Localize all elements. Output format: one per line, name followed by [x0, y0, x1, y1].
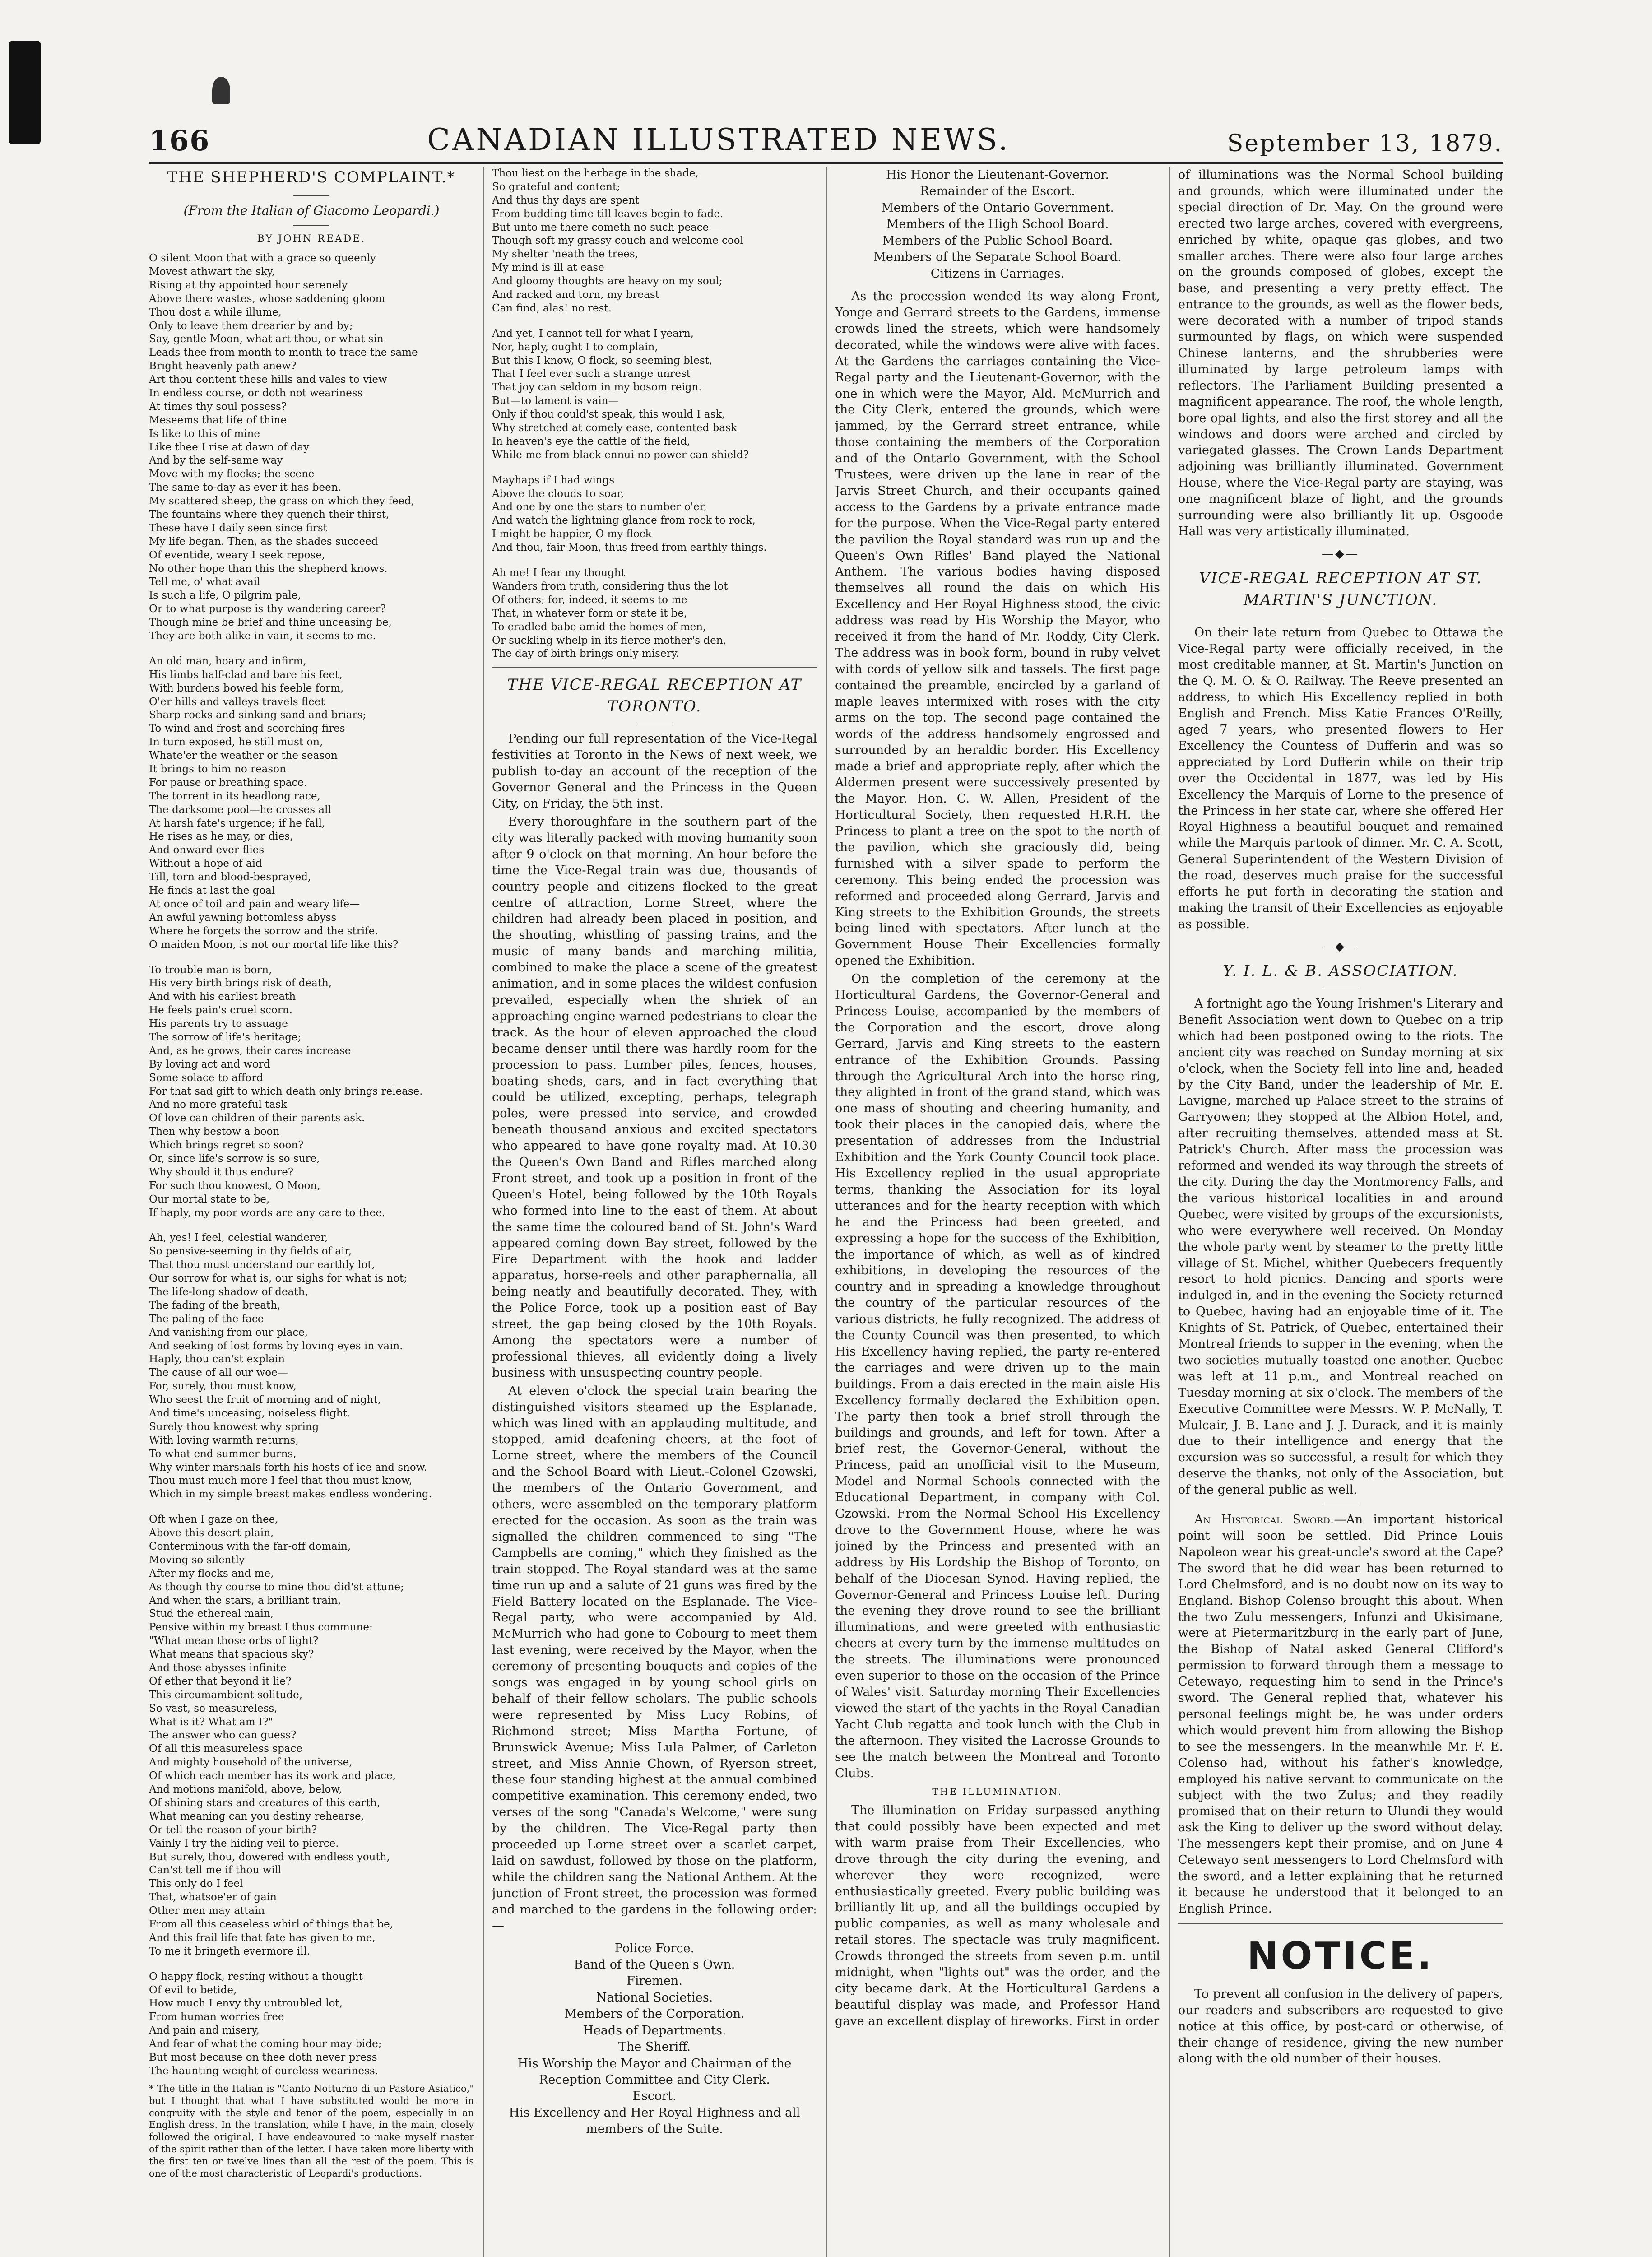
- text-line: Heads of Departments.: [583, 2023, 726, 2038]
- text-line: The day of birth brings only misery.: [492, 648, 679, 660]
- text-line: Above there wastes, whose saddening gloom: [149, 293, 385, 305]
- text-line: Band of the Queen's Own.: [574, 1957, 735, 1972]
- poem-title: THE SHEPHERD'S COMPLAINT.*: [167, 168, 456, 186]
- text-line: National Societies.: [596, 1990, 713, 2005]
- article-paragraph: On the completion of the ceremony at the Horticultural Gardens, the Governor-General and Princess Louise, accompanied by the members of the Corporation and the escort, drove along Gerrard, Jarvis and King streets to the eastern entrance of the Exhibition Grounds. Passing through the Agricultural Arch into the horse ring, they alighted in front of the grand stand, which was one mass of shouting and cheering humanity, and took their places in the canopied dais, where the presentation of addresses from the Industrial Exhibition and the York County Council took place. His Excellency replied in the usual appropriate terms, thanking the Association for its loyal utterances and for the hearty reception with which he and the Princess had been greeted, and expressing a hope for the success of the Exhibition, the importance of which, as well as of kindred exhibitions, in developing the resources of the country and in spreading a knowledge throughout the country of the particular resources of the various districts, he fully recognized. The address of the County Council was then presented, to which His Excellency having replied, the party re-entered the carriages and were driven up to the main buildings. From a dais erected in the main aisle His Excellency formally declared the Exhibition open. The party then took a brief stroll through the buildings and grounds, and left for town. After a brief rest, the Governor-General, without the Princess, paid an unofficial visit to the Museum, Model and Normal Schools connected with the Educational Department, in company with Col. Gzowski. From the Normal School His Excellency drove to the Government House, where he was joined by the Princess and presented with an address by His Lordship the Bishop of Toronto, on behalf of the Diocesan Synod. Having replied, the Governor-General and Princess Louise left. During the evening they drove round to see the brilliant illuminations, and were greeted with enthusiastic cheers at every turn by the immense multitudes on the streets. The illuminations were pronounced even superior to those on the occasion of the Prince of Wales' visit. Saturday morning Their Excellencies viewed the start of the yachts in the Royal Canadian Yacht Club regatta and took lunch with the Club in the afternoon. They visited the Lacrosse Grounds to see the match between the Montreal and Toronto Clubs.: [835, 972, 1160, 1780]
- notice-text: To prevent all confusion in the delivery of papers, our readers and subscribers are requested to give notice at this office, by post-card or otherwise, of their change of residence, giving the new number along with the old number of their houses.: [1178, 1987, 1503, 2066]
- text-line: And mighty household of the universe,: [149, 1756, 353, 1769]
- text-line: What meaning can you destiny rehearse,: [149, 1810, 364, 1822]
- article-paragraph: Every thoroughfare in the southern part of the city was literally packed with moving humanity soon after 9 o'clock on that morning. An hour before the time the Vice-Regal train was due, thousands of country people and citizens flocked to the great centre of attraction, Lorne Street, where the children had already been placed in position, and the shouting, whistling of passing trains, and the music of many bands and marching militia, combined to make the place a scene of the greatest animation, and in some places the wildest confusion prevailed, especially when the shriek of an approaching engine warned pedestrians to clear the track. As the hour of eleven approached the cloud became denser until there was hardly room for the procession to pass. Lumber piles, fences, houses, boating sheds, cars, and in fact everything that could be utilized, excepting, perhaps, telegraph poles, were pressed into service, and crowded beneath thousand anxious and excited spectators who appeared to have gone royalty mad. At 10.30 the Queen's Own Band and Rifles marched along Front street, and took up a position in front of the Queen's Hotel, being followed by the 10th Royals who formed into line to the east of them. At about the same time the coloured band of St. John's Ward appeared coming down Bay street, followed by the Fire Department with the hook and ladder apparatus, horse-reels and other paraphernalia, all being neatly and beautifully decorated. They, with the Police Force, took up a position east of Bay street, the gap being closed by the 10th Royals. Among the spectators were a number of professional thieves, all evidently doing a lively business with unsuspecting country people.: [492, 815, 817, 1380]
- text-line: Mayhaps if I had wings: [492, 474, 615, 486]
- text-line: Some solace to afford: [149, 1072, 263, 1084]
- text-line: The cause of all our woe—: [149, 1367, 288, 1379]
- text-line: I might be happier, O my flock: [492, 528, 652, 540]
- text-line: And by the self-same way: [149, 455, 283, 467]
- text-line: He rises as he may, or dies,: [149, 831, 293, 843]
- column-rule: [1169, 167, 1170, 2257]
- column-rule: [483, 167, 484, 2257]
- text-line: Only if thou could'st speak, this would I ask,: [492, 409, 725, 421]
- text-line: Remainder of the Escort.: [920, 184, 1075, 199]
- text-line: In endless course, or doth not weariness: [149, 387, 363, 399]
- text-line: Other men may attain: [149, 1905, 265, 1917]
- text-line: At harsh fate's urgence; if he fall,: [149, 817, 325, 829]
- column-rule: [826, 167, 827, 2257]
- text-line: As though thy course to mine thou did'st attune;: [149, 1581, 404, 1593]
- text-line: These have I daily seen since first: [149, 522, 328, 534]
- text-line: And fear of what the coming hour may bide;: [149, 2038, 382, 2050]
- text-line: Thou liest on the herbage in the shade,: [492, 167, 699, 179]
- text-line: An awful yawning bottomless abyss: [149, 911, 337, 924]
- text-line: Members of the Separate School Board.: [873, 250, 1122, 265]
- text-line: Conterminous with the far-off domain,: [149, 1541, 351, 1553]
- text-line: And seeking of lost forms by loving eyes in vain.: [149, 1340, 403, 1352]
- text-line: Of all this measureless space: [149, 1743, 302, 1755]
- text-line: Haply, thou can'st explain: [149, 1353, 285, 1365]
- text-line: To cradled babe amid the homes of men,: [492, 621, 706, 633]
- text-line: Of eventide, weary I seek repose,: [149, 549, 325, 561]
- text-line: Why winter marshals forth his hosts of ice and snow.: [149, 1461, 427, 1473]
- text-line: He feels pain's cruel scorn.: [149, 1004, 292, 1017]
- text-line: And yet, I cannot tell for what I yearn,: [492, 327, 694, 339]
- text-line: Or suckling whelp in its fierce mother's den,: [492, 634, 726, 646]
- page-number: 166: [149, 124, 210, 157]
- column-1: [149, 167, 474, 2257]
- text-line: And, as he grows, their cares increase: [149, 1045, 351, 1057]
- column-4: [1178, 167, 1503, 2257]
- text-line: But this I know, O flock, so seeming blest,: [492, 354, 713, 367]
- notice-title: NOTICE.: [1247, 1934, 1434, 1978]
- text-line: And motions manifold, above, below,: [149, 1783, 342, 1796]
- procession-list: [492, 1941, 817, 2138]
- text-line: And racked and torn, my breast: [492, 289, 659, 301]
- text-line: While me from black ennui no power can shield?: [492, 449, 749, 461]
- text-line: Above this desert plain,: [149, 1527, 274, 1539]
- text-line: Move with my flocks; the scene: [149, 468, 315, 480]
- columns: [149, 167, 1503, 2257]
- poem-stanza: [149, 1513, 474, 1958]
- article-body: [835, 288, 1160, 1781]
- text-line: And pain and misery,: [149, 2025, 260, 2037]
- text-line: My mind is ill at ease: [492, 262, 604, 274]
- article-paragraph: At eleven o'clock the special train bearing the distinguished visitors steamed up the Esplanade, which was lined with an applauding multitude, and stopped, amid deafening cheers, at the foot of Lorne street, where the members of the Council and the School Board with Lieut.-Colonel Gzowski, the members of the Ontario Government, and others, were assembled on the temporary platform erected for the occasion. As soon as the train was signalled the children commenced to sing "The Campbells are coming," which they finished as the train stopped. The Royal standard was at the same time run up and a salute of 21 guns was fired by the Field Battery located on the Esplanade. The Vice-Regal party, who were accompanied by Ald. McMurrich who had gone to Cobourg to meet them last evening, were received by the Mayor, when the ceremony of presenting bouquets and copies of the songs was engaged in by young school girls on behalf of their fellow scholars. The public schools were represented by Miss Lucy Robins, of Richmond street; Miss Martha Fortune, of Brunswick Avenue; Miss Lula Palmer, of Carleton street, and Miss Annie Chown, of Ryerson street, these four standing highest at the annual combined competitive examination. This ceremony ended, two verses of the song "Canada's Welcome," were sung by the children. The Vice-Regal party then proceeded up Lorne street over a scarlet carpet, laid on sawdust, followed by those on the platform, while the children sang the National Anthem. At the junction of Front street, the procession was formed and marched to the gardens in the following order:—: [492, 1384, 817, 1933]
- poem-stanza: [149, 1231, 474, 1501]
- text-line: Movest athwart the sky,: [149, 265, 275, 278]
- text-line: No other hope than this the shepherd knows.: [149, 562, 388, 575]
- text-line: That, in whatever form or state it be,: [492, 607, 687, 619]
- text-line: But surely, thou, dowered with endless youth,: [149, 1851, 390, 1863]
- text-line: Ah, yes! I feel, celestial wanderer,: [149, 1232, 328, 1244]
- poem-stanza: [149, 964, 474, 1220]
- text-line: Members of the Ontario Government.: [881, 200, 1114, 215]
- text-line: And thou, fair Moon, thus freed from earthly things.: [492, 542, 767, 554]
- text-line: Who seest the fruit of morning and of night,: [149, 1394, 381, 1406]
- text-line: He finds at last the goal: [149, 885, 275, 897]
- text-line: His limbs half-clad and bare his feet,: [149, 669, 343, 681]
- text-line: Thou must much more I feel that thou must know,: [149, 1475, 413, 1487]
- text-line: Our mortal state to be,: [149, 1193, 270, 1205]
- text-line: What means that spacious sky?: [149, 1649, 314, 1661]
- text-line: The life-long shadow of death,: [149, 1286, 308, 1298]
- text-line: This only do I feel: [149, 1878, 243, 1890]
- text-line: Whate'er the weather or the season: [149, 750, 338, 762]
- text-line: Is like to this of mine: [149, 427, 260, 440]
- text-line: With burdens bowed his feeble form,: [149, 682, 344, 694]
- text-line: Then why bestow a boon: [149, 1126, 280, 1138]
- text-line: Till, torn and blood-besprayed,: [149, 871, 311, 883]
- text-line: Of ether that beyond it lie?: [149, 1675, 292, 1687]
- ornament-divider: —◆—: [1322, 547, 1360, 561]
- text-line: Pensive within my breast I thus commune:: [149, 1621, 373, 1634]
- text-line: Moving so silently: [149, 1554, 245, 1566]
- text-line: Art thou content these hills and vales to view: [149, 374, 387, 386]
- text-line: His Worship the Mayor and Chairman of the: [517, 2056, 792, 2071]
- text-line: Sharp rocks and sinking sand and briars;: [149, 709, 367, 721]
- text-line: His Honor the Lieutenant-Governor.: [886, 168, 1109, 182]
- text-line: If haply, my poor words are any care to thee.: [149, 1207, 385, 1219]
- text-line: Vainly I try the hiding veil to pierce.: [149, 1837, 339, 1849]
- newspaper-title: CANADIAN ILLUSTRATED NEWS.: [427, 122, 1010, 157]
- issue-date: September 13, 1879.: [1227, 130, 1503, 157]
- text-line: Of which each member has its work and place,: [149, 1770, 396, 1782]
- text-line: And when the stars, a brilliant train,: [149, 1594, 341, 1607]
- article-paragraph: Pending our full representation of the Vice-Regal festivities at Toronto in the News of next week, we publish to-day an account of the reception of the Governor General and the Princess in the Queen City, on Friday, the 5th inst.: [492, 732, 817, 811]
- text-line: Wanders from truth, considering thus the lot: [492, 580, 728, 592]
- text-line: For such thou knowest, O Moon,: [149, 1180, 320, 1192]
- text-line: With loving warmth returns,: [149, 1434, 299, 1446]
- poem-stanza: [492, 167, 817, 316]
- text-line: The paling of the face: [149, 1313, 264, 1325]
- text-line: Of love can children of their parents ask.: [149, 1112, 365, 1124]
- article-title: VICE-REGAL RECEPTION AT ST. MARTIN'S JUNCTION.: [1199, 569, 1482, 609]
- text-line: Of shining stars and creatures of this earth,: [149, 1797, 380, 1809]
- text-line: Firemen.: [626, 1974, 682, 1988]
- article-paragraph: On their late return from Quebec to Ottawa the Vice-Regal party were officially received, in the most creditable manner, at St. Martin's Junction on the Q. M. O. & O. Railway. The Reeve presented an address, to which His Excellency replied in both English and French. Miss Katie Frances O'Reilly, aged 7 years, who presented flowers to Her Excellency the Countess of Dufferin and was so appreciated by Lord Dufferin while on their trip over the Occidental in 1877, was led by His Excellency the Marquis of Lorne to the presence of the Princess in her state car, where she offered Her Royal Highness a beautiful bouquet and remained while the Marquis partook of dinner. Mr. C. A. Scott, General Superintendent of the Western Division of the road, deserves much praise for the successful efforts he put forth in decorating the station and making the transit of their Excellencies as enjoyable as possible.: [1178, 625, 1503, 931]
- text-line: Which brings regret so soon?: [149, 1139, 304, 1152]
- text-line: O silent Moon that with a grace so queenly: [149, 252, 376, 265]
- text-line: Members of the Public School Board.: [882, 233, 1113, 248]
- article-paragraph: The illumination on Friday surpassed anything that could possibly have been expected and met with warm praise from Their Excellencies, who drove through the city during the evening, and wherever they were recognized, were enthusiastically greeted. Every public building was brilliantly lit up, and all the buildings occupied by public companies, as well as many wholesale and retail stores. The spectacle was truly magnificent. Crowds thronged the streets from seven p.m. until midnight, when "lights out" was the order, and the city became dark. At the Horticultural Gardens a beautiful display was made, and Professor Hand gave an excellent display of fireworks. First in order: [835, 1803, 1160, 2028]
- text-line: And with his earliest breath: [149, 991, 296, 1003]
- text-line: Of others; for, indeed, it seems to me: [492, 594, 687, 606]
- text-line: That I feel ever such a strange unrest: [492, 368, 691, 380]
- text-line: Of evil to betide,: [149, 1984, 237, 1996]
- text-line: My shelter 'neath the trees,: [492, 248, 638, 260]
- text-line: Ah me! I fear my thought: [492, 567, 625, 579]
- text-line: Nor, haply, ought I to complain,: [492, 341, 658, 353]
- text-line: And those abysses infinite: [149, 1662, 287, 1674]
- text-line: members of the Suite.: [586, 2122, 723, 2136]
- text-line: For pause or breathing space.: [149, 776, 307, 789]
- paragraph-text: —An important historical point will soon be settled. Did Prince Louis Napoleon wear his great-uncle's sword at the Cape? The sword that he did wear has been returned to Lord Chelmsford, and is no doubt now on its way to England. Bishop Colenso brought this about. When the two Zulu messengers, Infunzi and Ukisimane, were at Pietermaritzburg in the early part of June, the Bishop of Natal asked General Clifford's permission to forward through them a message to Cetewayo, requesting him to send in the Prince's sword. The General replied that, whatever his personal feelings might be, he was under orders which would prevent him from allowing the Bishop to see the messengers. In the meanwhile Mr. F. E. Colenso had, without his father's knowledge, employed his native servant to communicate on the subject with the two Zulus; and they readily promised that on their return to Ulundi they would ask the King to deliver up the sword without delay. The messengers kept their promise, and on June 4 Cetewayo sent messengers to Lord Chelmsford with the sword, and a letter explaining that he returned it because he understood that it belonged to an English Prince.: [1178, 1513, 1503, 1916]
- text-line: But unto me there cometh no such peace—: [492, 221, 719, 233]
- text-line: After my flocks and me,: [149, 1567, 274, 1579]
- text-line: And gloomy thoughts are heavy on my soul;: [492, 275, 723, 288]
- poem-subtitle: (From the Italian of Giacomo Leopardi.): [183, 203, 440, 218]
- column-3: [835, 167, 1160, 2257]
- text-line: My life began. Then, as the shades succeed: [149, 535, 378, 548]
- text-line: From all this ceaseless whirl of things that be,: [149, 1918, 393, 1930]
- text-line: Police Force.: [614, 1941, 695, 1955]
- text-line: Why should it thus endure?: [149, 1166, 294, 1178]
- text-line: To me it bringeth evermore ill.: [149, 1945, 311, 1957]
- poem-byline: BY JOHN READE.: [257, 233, 366, 245]
- text-line: And vanishing from our place,: [149, 1326, 308, 1338]
- text-line: Is such a life, O pilgrim pale,: [149, 590, 301, 602]
- text-line: And thus thy days are spent: [492, 194, 640, 206]
- text-line: My scattered sheep, the grass on which they feed,: [149, 495, 415, 507]
- article-paragraph: [1178, 1512, 1503, 1917]
- poem-stanza: [492, 327, 817, 462]
- text-line: The sorrow of life's heritage;: [149, 1031, 302, 1043]
- text-line: What is it? What am I?": [149, 1716, 273, 1728]
- text-line: But most because on thee doth never press: [149, 2051, 377, 2063]
- text-line: It brings to him no reason: [149, 763, 286, 776]
- text-line: Tell me, o' what avail: [149, 576, 260, 588]
- text-line: The fading of the breath,: [149, 1299, 281, 1311]
- text-line: The answer who can guess?: [149, 1729, 297, 1742]
- text-line: His parents try to assuage: [149, 1018, 288, 1030]
- text-line: Though soft my grassy couch and welcome cool: [492, 235, 743, 247]
- text-line: Bright heavenly path anew?: [149, 360, 297, 372]
- poem-stanza: [492, 474, 817, 555]
- text-line: At times thy soul possess?: [149, 400, 287, 413]
- text-line: So vast, so measureless,: [149, 1702, 278, 1714]
- text-line: By loving act and word: [149, 1058, 270, 1070]
- text-line: Leads thee from month to month to trace the same: [149, 347, 418, 359]
- article-paragraph: of illuminations was the Normal School building and grounds, which were illuminated under the special direction of Dr. May. On the ground were erected two large arches, covered with evergreens, enriched by white, opaque gas globes, and two smaller arches. There were also four large arches on the grounds composed of globes, except the base, and presenting a very pretty effect. The entrance to the grounds, as well as the flower beds, were decorated with a number of tripod stands surmounted by flags, on which were suspended Chinese lanterns, and the shrubberies were illuminated by large petroleum lamps with reflectors. The Parliament Building presented a magnificent appearance. The roof, the whole length, bore opal lights, and also the first storey and all the windows and doors were arched and circled by variegated glasses. The Crown Lands Department adjoining was brilliantly illuminated. Government House, where the Vice-Regal party are staying, was one magnificent blaze of light, and the grounds surrounding were also brilliantly lit up. Osgoode Hall was very artistically illuminated.: [1178, 168, 1503, 539]
- poem-stanza: [492, 567, 817, 661]
- text-line: Stud the ethereal main,: [149, 1608, 274, 1620]
- text-line: From human worries free: [149, 2011, 284, 2023]
- text-line: So pensive-seeming in thy fields of air,: [149, 1245, 352, 1258]
- text-line: So grateful and content;: [492, 181, 620, 193]
- article-title: Y. I. L. & B. ASSOCIATION.: [1223, 962, 1458, 980]
- article-title: THE VICE-REGAL RECEPTION AT TORONTO.: [507, 676, 802, 715]
- poem-stanza: [149, 1970, 474, 2078]
- text-line: Can find, alas! no rest.: [492, 302, 612, 314]
- text-line: Surely thou knowest why spring: [149, 1421, 319, 1433]
- text-line: Members of the High School Board.: [886, 217, 1109, 232]
- text-line: Which in my simple breast makes endless wondering.: [149, 1488, 432, 1500]
- text-line: That joy can seldom in my bosom reign.: [492, 381, 702, 394]
- text-line: Like thee I rise at dawn of day: [149, 441, 310, 453]
- text-line: Without a hope of aid: [149, 858, 262, 870]
- text-line: Only to leave them drearier by and by;: [149, 320, 353, 332]
- text-line: Or, since life's sorrow is so sure,: [149, 1152, 320, 1165]
- text-line: For that sad gift to which death only brings release.: [149, 1085, 423, 1097]
- text-line: To trouble man is born,: [149, 964, 272, 976]
- divider: [293, 195, 329, 196]
- text-line: Rising at thy appointed hour serenely: [149, 279, 348, 291]
- text-line: How much I envy thy untroubled lot,: [149, 1997, 343, 2010]
- text-line: O maiden Moon, is not our mortal life like this?: [149, 938, 399, 951]
- poem-stanza: [149, 252, 474, 643]
- footnote: * The title in the Italian is "Canto Notturno di un Pastore Asiatico," but I thought that what I have substituted would be more in congruity with the style and tenor of the poem, especially in an English dress. In the translation, while I have, in the main, closely followed the original, I have endeavoured to make myself master of the spirit rather than of the letter. I have taken more liberty with the first ten or twelve lines than all the rest of the poem. This is one of the most characteristic of Leopardi's productions.: [149, 2083, 474, 2179]
- ink-smudge: [9, 41, 41, 144]
- text-line: Where he forgets the sorrow and the strife.: [149, 925, 378, 937]
- text-line: "What mean those orbs of light?: [149, 1635, 319, 1647]
- poem-stanza: [149, 655, 474, 952]
- text-line: They are both alike in vain, it seems to me.: [149, 630, 376, 642]
- article-body: [492, 731, 817, 1934]
- text-line: O happy flock, resting without a thought: [149, 1970, 363, 1983]
- divider: [1178, 1923, 1503, 1924]
- ornament-divider: —◆—: [1322, 939, 1360, 953]
- text-line: The darksome pool—he crosses all: [149, 803, 331, 816]
- text-line: Our sorrow for what is, our sighs for what is not;: [149, 1272, 408, 1285]
- text-line: And this frail life that fate has given to me,: [149, 1932, 376, 1944]
- text-line: But—to lament is vain—: [492, 395, 619, 407]
- text-line: That thou must understand our earthly lot,: [149, 1259, 375, 1271]
- text-line: At once of toil and pain and weary life—: [149, 898, 360, 910]
- text-line: Why stretched at comely ease, contented bask: [492, 422, 737, 434]
- text-line: Say, gentle Moon, what art thou, or what sin: [149, 333, 384, 345]
- text-line: In turn exposed, he still must on,: [149, 736, 323, 748]
- text-line: The Sheriff.: [618, 2040, 691, 2054]
- text-line: And one by one the stars to number o'er,: [492, 501, 707, 513]
- text-line: This circumambient solitude,: [149, 1689, 303, 1701]
- text-line: Meseems that life of thine: [149, 414, 287, 426]
- text-line: For, surely, thou must know,: [149, 1380, 297, 1393]
- text-line: The haunting weight of cureless weariness.: [149, 2065, 378, 2077]
- text-line: Above the clouds to soar,: [492, 488, 624, 500]
- text-line: To what end summer burns,: [149, 1448, 297, 1460]
- text-line: Oft when I gaze on thee,: [149, 1514, 278, 1526]
- text-line: The torrent in its headlong race,: [149, 790, 320, 802]
- text-line: Members of the Corporation.: [564, 2007, 745, 2021]
- text-line: And no more grateful task: [149, 1099, 287, 1111]
- page-header: [149, 121, 1503, 164]
- text-line: An old man, hoary and infirm,: [149, 655, 306, 667]
- text-line: In heaven's eye the cattle of the field,: [492, 435, 691, 447]
- text-line: That, whatsoe'er of gain: [149, 1891, 277, 1904]
- divider: [492, 667, 817, 668]
- section-heading: THE ILLUMINATION.: [932, 1786, 1063, 1797]
- text-line: The same to-day as ever it has been.: [149, 482, 341, 494]
- text-line: Though mine be brief and thine unceasing be,: [149, 617, 392, 629]
- text-line: And onward ever flies: [149, 844, 265, 856]
- article-paragraph: A fortnight ago the Young Irishmen's Literary and Benefit Association went down to Quebec on a trip which had been postponed owing to the riots. The ancient city was reached on Sunday morning at six o'clock, when the Society fell into line and, headed by the City Band, under the leadership of Mr. E. Lavigne, marched up Palace street to the strains of Garryowen; they stopped at the Albion Hotel, and, after recruiting themselves, attended mass at St. Patrick's Church. After mass the procession was reformed and wended its way through the streets of the city. During the day the Montmorency Falls, and the various historical localities in and around Quebec, were visited by groups of the excursionists, who were everywhere well received. On Monday the whole party went by steamer to the pretty little village of St. Michel, whither Quebecers frequently resort to hold picnics. Dancing and sports were indulged in, and in the evening the Society returned to Quebec, having had an enjoyable time of it. The Knights of St. Patrick, of Quebec, entertained their Montreal friends to supper in the evening, when the two societies mutually toasted one another. Quebec was left at 11 p.m., and Montreal reached on Tuesday morning at six o'clock. The members of the Executive Committee were Messrs. W. P. McNally, T. Mulcair, J. B. Lane and J. J. Durack, and it is mainly due to their intelligence and energy that the excursion was so successful, a result for which they deserve the thanks, not only of the Association, but of the general public as well.: [1178, 997, 1503, 1497]
- ink-blot: [212, 77, 230, 104]
- article-paragraph: As the procession wended its way along Front, Yonge and Gerrard streets to the Gardens, immense crowds lined the streets, which were handsomely decorated, while the windows were alive with faces. At the Gardens the carriages containing the Vice-Regal party and the Lieutenant-Governor, with the one in which were the Mayor, Ald. McMurrich and the City Clerk, entered the grounds, which were jammed, by the Gerrard street entrance, while those containing the members of the Corporation and of the Ontario Government, with the School Trustees, were driven up the lane in rear of the Jarvis Street Church, and their occupants gained access to the Gardens by a private entrance made for the purpose. When the Vice-Regal party entered the pavilion the Royal standard was run up and the Queen's Own Rifles' Band played the National Anthem. The various bodies having disposed themselves all round the dais on which His Excellency and Her Royal Highness stood, the civic address was read by His Worship the Mayor, who received it from the hand of Mr. Roddy, City Clerk. The address was in book form, bound in ruby velvet with cords of yellow silk and tassels. The first page contained the preamble, encircled by a garland of maple leaves intermixed with roses with the city arms on the top. The second page contained the words of the address handsomely engrossed and surrounded by an heraldic border. His Excellency made a brief and appropriate reply, after which the Aldermen present were successively presented by the Mayor. Hon. C. W. Allen, President of the Horticultural Society, then requested H.R.H. the Princess to plant a tree on the spot to the north of the pavilion, which she graciously did, being furnished with a silver spade to perform the ceremony. This being ended the procession was reformed and proceeded along Gerrard, Jarvis and King streets to the Exhibition Grounds, the streets being lined with spectators. After lunch at the Government House Their Excellencies formally opened the Exhibition.: [835, 289, 1160, 968]
- divider: [293, 225, 329, 226]
- procession-list: [835, 167, 1160, 282]
- text-line: Thou dost a while illume,: [149, 306, 282, 318]
- text-line: From budding time till leaves begin to fade.: [492, 208, 724, 220]
- text-line: And time's unceasing, noiseless flight.: [149, 1407, 351, 1419]
- text-line: Can'st tell me if thou will: [149, 1864, 282, 1876]
- text-line: Or tell the reason of your birth?: [149, 1824, 317, 1836]
- text-line: To wind and frost and scorching fires: [149, 723, 345, 735]
- text-line: Reception Committee and City Clerk.: [539, 2073, 770, 2087]
- text-line: Escort.: [632, 2089, 677, 2104]
- text-line: And watch the lightning glance from rock to rock,: [492, 515, 756, 527]
- text-line: His Excellency and Her Royal Highness and all: [509, 2105, 800, 2120]
- paragraph-lead: An Historical Sword.: [1194, 1513, 1334, 1527]
- text-line: His very birth brings risk of death,: [149, 977, 332, 989]
- text-line: The fountains where they quench their thirst,: [149, 509, 390, 520]
- text-line: Citizens in Carriages.: [930, 266, 1065, 281]
- text-line: O'er hills and valleys travels fleet: [149, 696, 325, 708]
- text-line: Or to what purpose is thy wandering career?: [149, 603, 386, 615]
- column-2: [492, 167, 817, 2257]
